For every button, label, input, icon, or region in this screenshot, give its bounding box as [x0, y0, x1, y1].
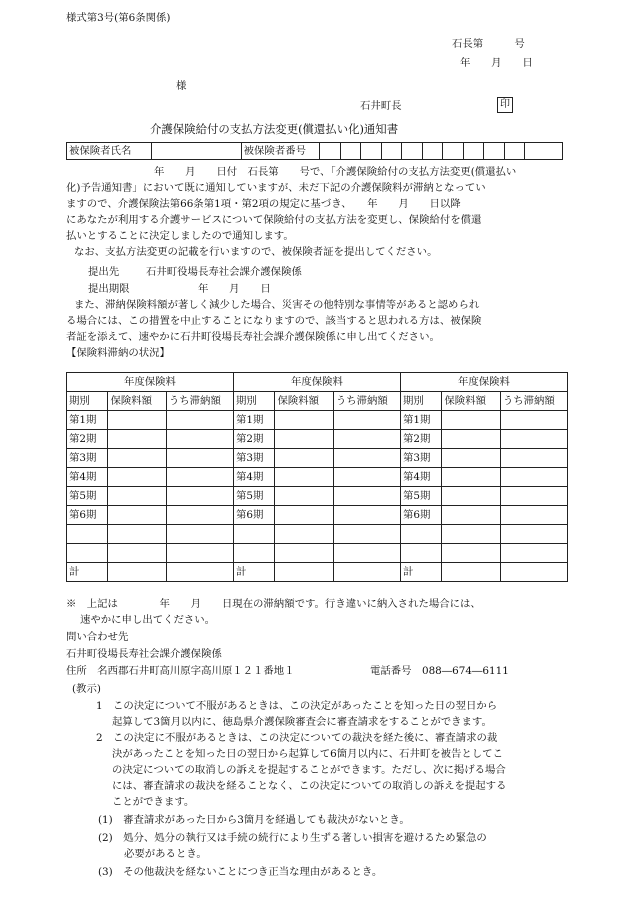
arrears-amount-cell[interactable]: [166, 525, 233, 544]
premium-amount-cell[interactable]: [442, 525, 500, 544]
seal-mark: [497, 96, 513, 113]
total-arrears-cell[interactable]: [333, 563, 400, 582]
submission-destination-label: 提出先: [88, 266, 120, 278]
insured-number-digit[interactable]: [340, 143, 360, 160]
table-row: [67, 411, 568, 430]
period-cell: 第4期: [400, 468, 441, 487]
premium-amount-cell[interactable]: [108, 449, 166, 468]
status-heading: 【保険料滞納の状況】: [66, 347, 170, 359]
total-row: [67, 563, 568, 582]
notice-body: [66, 164, 562, 260]
premium-amount-cell[interactable]: [108, 430, 166, 449]
column-header-row: [67, 392, 568, 411]
premium-amount-cell[interactable]: [108, 411, 166, 430]
total-arrears-cell[interactable]: [166, 563, 233, 582]
instruction-item: ことができます。: [112, 796, 195, 808]
arrears-amount-cell[interactable]: [333, 430, 400, 449]
body-line: 化)予告通知書」において既に通知していますが、未だ下記の介護保険料が滞納となってい: [66, 182, 486, 194]
premium-amount-cell[interactable]: [442, 487, 500, 506]
premium-amount-cell[interactable]: [275, 449, 333, 468]
contact-office: 石井町役場長寿社会課介護保険係: [66, 648, 222, 660]
period-cell: 第4期: [233, 468, 274, 487]
total-label: 計: [400, 563, 441, 582]
total-premium-cell[interactable]: [442, 563, 500, 582]
premium-amount-cell[interactable]: [108, 487, 166, 506]
column-header: 期別: [233, 392, 274, 411]
premium-amount-cell[interactable]: [442, 449, 500, 468]
instruction-item: 起算して3箇月以内に、徳島県介護保険審査会に審査請求をすることができます。: [112, 716, 492, 728]
instruction-item: には、審査請求の裁決を経ることなく、この決定についての取消しの訴えを提起する: [112, 780, 507, 792]
period-cell: 第5期: [233, 487, 274, 506]
premium-amount-cell[interactable]: [275, 487, 333, 506]
arrears-amount-cell[interactable]: [166, 449, 233, 468]
document-number: 石長第 号: [452, 38, 525, 50]
column-header: 保険料額: [442, 392, 500, 411]
contact-address: 住所 名西郡石井町高川原字高川原１２１番地１: [66, 665, 295, 677]
period-cell: 第6期: [233, 506, 274, 525]
arrears-amount-cell[interactable]: [166, 411, 233, 430]
column-header: 期別: [400, 392, 441, 411]
period-cell: [400, 525, 441, 544]
footnote-line: 速やかに申し出てください。: [80, 614, 216, 626]
column-header: 保険料額: [275, 392, 333, 411]
premium-amount-cell[interactable]: [442, 468, 500, 487]
table-row: [67, 449, 568, 468]
arrears-amount-cell[interactable]: [333, 525, 400, 544]
insured-number-digit[interactable]: [443, 143, 463, 160]
period-cell: 第5期: [67, 487, 108, 506]
table-row: [67, 430, 568, 449]
total-premium-cell[interactable]: [275, 563, 333, 582]
issue-date: 年 月 日: [460, 57, 533, 69]
insured-number-digit[interactable]: [504, 143, 524, 160]
arrears-amount-cell[interactable]: [333, 449, 400, 468]
body-line: なお、支払方法変更の記載を行いますので、被保険者証を提出してください。: [74, 246, 438, 258]
insured-number-label: 被保険者番号: [241, 143, 320, 160]
body-line: 払いとすることに決定しましたので通知します。: [66, 230, 294, 242]
addressee-suffix: 様: [176, 80, 187, 92]
column-header: 保険料額: [108, 392, 166, 411]
year-header-row: [67, 373, 568, 392]
instruction-subitem: (3) その他裁決を経ないことにつき正当な理由があるとき。: [98, 866, 383, 878]
table-row: [67, 468, 568, 487]
column-header: うち滞納額: [500, 392, 567, 411]
period-cell: 第2期: [67, 430, 108, 449]
period-cell: 第5期: [400, 487, 441, 506]
period-cell: 第4期: [67, 468, 108, 487]
column-header: うち滞納額: [333, 392, 400, 411]
arrears-amount-cell[interactable]: [333, 487, 400, 506]
premium-amount-cell[interactable]: [442, 430, 500, 449]
period-cell: 第3期: [67, 449, 108, 468]
form-number: 様式第3号(第6条関係): [66, 12, 171, 24]
period-cell: 第6期: [400, 506, 441, 525]
insured-name-label: 被保険者氏名: [67, 143, 152, 160]
period-cell: 第1期: [233, 411, 274, 430]
submission-deadline-value: 年 月 日: [198, 283, 271, 295]
table-row: [67, 506, 568, 525]
table-row: [67, 487, 568, 506]
insured-number-spare[interactable]: [525, 143, 563, 160]
document-title: 介護保険給付の支払方法変更(償還払い化)通知書: [150, 122, 399, 136]
body-line: にあなたが利用する介護サービスについて保険給付の支払方法を変更し、保険給付を償還: [66, 214, 482, 226]
note-line: また、滞納保険料額が著しく減少した場合、災害その他特別な事情等があると認められ: [74, 299, 480, 311]
arrears-amount-cell[interactable]: [166, 506, 233, 525]
table-row: [67, 544, 568, 563]
instruction-item: の決定についての取消しの訴えを提起することができます。ただし、次に掲げる場合: [112, 764, 506, 776]
instruction-subitem: (2) 処分、処分の執行又は手続の続行により生ずる著しい損害を避けるため緊急の: [98, 832, 487, 844]
contact-heading: 問い合わせ先: [66, 631, 129, 643]
arrears-amount-cell[interactable]: [333, 468, 400, 487]
arrears-amount-cell[interactable]: [500, 525, 567, 544]
arrears-amount-cell[interactable]: [500, 449, 567, 468]
premium-amount-cell[interactable]: [442, 506, 500, 525]
insured-number-digit[interactable]: [320, 143, 340, 160]
instruction-item: 2 この決定に不服があるときは、この決定についての裁決を経た後に、審査請求の裁: [96, 732, 498, 744]
year-header[interactable]: 年度保険料: [67, 373, 234, 392]
premium-amount-cell[interactable]: [108, 544, 166, 563]
contact-phone: 電話番号 088―674―6111: [370, 665, 509, 677]
sender-name: 石井町長: [360, 100, 402, 112]
arrears-amount-cell[interactable]: [166, 544, 233, 563]
arrears-amount-cell[interactable]: [333, 411, 400, 430]
total-label: 計: [233, 563, 274, 582]
note-line: る場合には、この措置を中止することになりますので、該当すると思われる方は、被保険: [66, 315, 482, 327]
total-arrears-cell[interactable]: [500, 563, 567, 582]
period-cell: [400, 544, 441, 563]
body-line: 年 月 日付 石長第 号で、「介護保険給付の支払方法変更(償還払い: [154, 166, 517, 178]
arrears-amount-cell[interactable]: [166, 487, 233, 506]
arrears-amount-cell[interactable]: [333, 506, 400, 525]
year-header[interactable]: 年度保険料: [400, 373, 567, 392]
arrears-amount-cell[interactable]: [166, 430, 233, 449]
instruction-subitem: (1) 審査請求があった日から3箇月を経過しても裁決がないとき。: [98, 814, 410, 826]
arrears-amount-cell[interactable]: [500, 430, 567, 449]
note-line: 者証を添えて、速やかに石井町役場長寿社会課介護保険係に申し出てください。: [66, 331, 440, 343]
column-header: 期別: [67, 392, 108, 411]
period-cell: 第1期: [400, 411, 441, 430]
insured-number-digit[interactable]: [422, 143, 442, 160]
period-cell: [233, 525, 274, 544]
total-premium-cell[interactable]: [108, 563, 166, 582]
arrears-amount-cell[interactable]: [500, 411, 567, 430]
period-cell: [233, 544, 274, 563]
period-cell: 第3期: [233, 449, 274, 468]
premium-amount-cell[interactable]: [275, 430, 333, 449]
premium-amount-cell[interactable]: [442, 544, 500, 563]
period-cell: 第1期: [67, 411, 108, 430]
submission-deadline-label: 提出期限: [88, 283, 130, 295]
insured-number-digit[interactable]: [361, 143, 381, 160]
seal-icon: 印: [497, 97, 513, 113]
premium-amount-cell[interactable]: [275, 411, 333, 430]
period-cell: [67, 525, 108, 544]
insured-name-field[interactable]: [152, 143, 241, 160]
arrears-amount-cell[interactable]: [500, 544, 567, 563]
insured-info-table: [66, 142, 563, 160]
premium-amount-cell[interactable]: [275, 468, 333, 487]
insured-number-digit[interactable]: [484, 143, 504, 160]
premium-amount-cell[interactable]: [108, 468, 166, 487]
body-line: ますので、介護保険法第66条第1項・第2項の規定に基づき、 年 月 日以降: [66, 198, 461, 210]
instruction-subitem: 必要があるとき。: [124, 848, 207, 860]
arrears-amount-cell[interactable]: [500, 506, 567, 525]
footnote-line: ※ 上記は 年 月 日現在の滞納額です。行き違いに納入された場合には、: [66, 598, 481, 610]
total-label: 計: [67, 563, 108, 582]
period-cell: 第2期: [400, 430, 441, 449]
arrears-amount-cell[interactable]: [500, 468, 567, 487]
period-cell: 第2期: [233, 430, 274, 449]
arrears-table: [66, 372, 568, 582]
premium-amount-cell[interactable]: [275, 506, 333, 525]
insured-number-digit[interactable]: [402, 143, 422, 160]
instruction-item: 1 この決定について不服があるときは、この決定があったことを知った日の翌日から: [96, 700, 498, 712]
premium-amount-cell[interactable]: [275, 525, 333, 544]
suspension-note: [66, 297, 562, 345]
instruction-item: 決があったことを知った日の翌日から起算して6箇月以内に、石井町を被告としてこ: [112, 748, 503, 760]
instruction-heading: (教示): [72, 683, 101, 695]
period-cell: 第3期: [400, 449, 441, 468]
insured-number-digit[interactable]: [381, 143, 401, 160]
column-header: うち滞納額: [166, 392, 233, 411]
arrears-amount-cell[interactable]: [500, 487, 567, 506]
insured-number-digit[interactable]: [463, 143, 483, 160]
submission-destination-value: 石井町役場長寿社会課介護保険係: [146, 266, 302, 278]
arrears-amount-cell[interactable]: [166, 468, 233, 487]
arrears-amount-cell[interactable]: [333, 544, 400, 563]
premium-amount-cell[interactable]: [108, 525, 166, 544]
premium-amount-cell[interactable]: [108, 506, 166, 525]
period-cell: 第6期: [67, 506, 108, 525]
table-row: [67, 525, 568, 544]
period-cell: [67, 544, 108, 563]
premium-amount-cell[interactable]: [442, 411, 500, 430]
premium-amount-cell[interactable]: [275, 544, 333, 563]
year-header[interactable]: 年度保険料: [233, 373, 400, 392]
